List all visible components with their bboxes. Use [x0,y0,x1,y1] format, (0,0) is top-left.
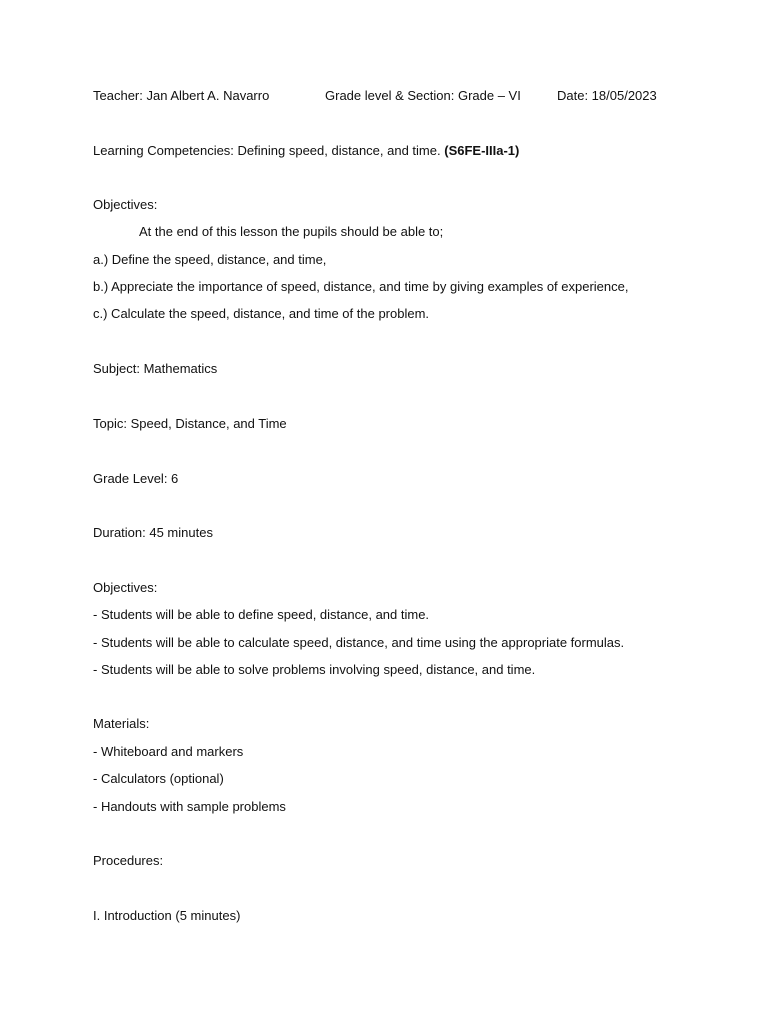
materials-heading: Materials: [93,716,150,731]
topic: Topic: Speed, Distance, and Time [93,416,287,431]
procedure-step-introduction: I. Introduction (5 minutes) [93,908,241,923]
objectives-intro-heading: Objectives: [93,197,158,212]
competency-text: Learning Competencies: Defining speed, distance, and time. [93,143,441,158]
procedures-heading: Procedures: [93,853,164,868]
objectives-heading: Objectives: [93,580,158,595]
objective-item: - Students will be able to calculate speed, distance, and time using the appropriate formulas. [93,635,625,650]
material-item: - Handouts with sample problems [93,799,286,814]
learning-competency [93,143,519,159]
objective-item: - Students will be able to solve problems involving speed, distance, and time. [93,662,536,677]
duration: Duration: 45 minutes [93,525,213,540]
subject: Subject: Mathematics [93,361,218,376]
material-item: - Whiteboard and markers [93,744,244,759]
material-item: - Calculators (optional) [93,771,224,786]
objective-item-b: b.) Appreciate the importance of speed, distance, and time by giving examples of experience, [93,279,629,294]
grade-level: Grade Level: 6 [93,471,179,486]
objective-item-a: a.) Define the speed, distance, and time, [93,252,327,267]
grade-section: Grade level & Section: Grade – VI [325,88,521,103]
objective-item-c: c.) Calculate the speed, distance, and time of the problem. [93,306,430,321]
objectives-intro-lead: At the end of this lesson the pupils should be able to; [139,224,444,239]
teacher-name: Teacher: Jan Albert A. Navarro [93,88,270,103]
objective-item: - Students will be able to define speed, distance, and time. [93,607,430,622]
lesson-date: Date: 18/05/2023 [557,88,657,103]
competency-code: (S6FE-IIIa-1) [444,143,520,158]
